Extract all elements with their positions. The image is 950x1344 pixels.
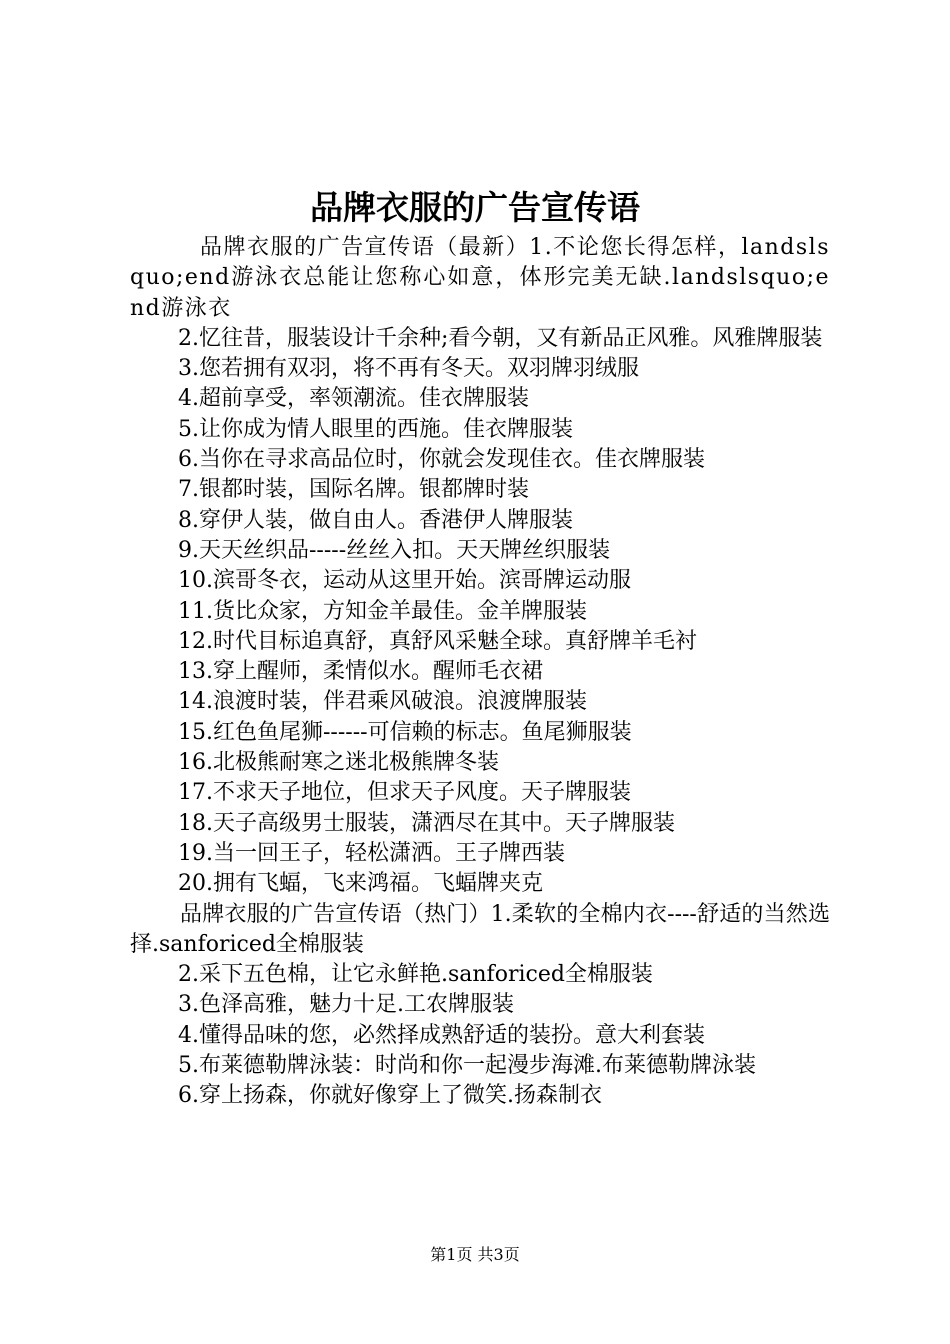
paragraph: 4.懂得品味的您，必然择成熟舒适的装扮。意大利套装 (178, 1022, 705, 1048)
document-body (130, 233, 830, 1112)
paragraph: 品牌衣服的广告宣传语（热门）1.柔软的全棉内衣----舒适的当然选择.sanforiced全棉服装 (130, 901, 830, 957)
paragraph: 14.浪渡时装，伴君乘风破浪。浪渡牌服装 (178, 689, 587, 715)
paragraph: 17.不求天子地位，但求天子风度。天子牌服装 (178, 780, 631, 806)
document-title: 品牌衣服的广告宣传语 (310, 188, 640, 227)
paragraph: 7.银都时装，国际名牌。银都牌时装 (178, 477, 529, 503)
paragraph: 18.天子高级男士服装，潇洒尽在其中。天子牌服装 (178, 810, 675, 836)
paragraph: 6.穿上扬森，你就好像穿上了微笑.扬森制衣 (178, 1083, 602, 1109)
paragraph: 5.让你成为情人眼里的西施。佳衣牌服装 (178, 416, 573, 442)
paragraph: 15.红色鱼尾狮------可信赖的标志。鱼尾狮服装 (178, 719, 632, 745)
paragraph: 8.穿伊人装，做自由人。香港伊人牌服装 (178, 507, 573, 533)
paragraph: 11.货比众家，方知金羊最佳。金羊牌服装 (178, 598, 587, 624)
paragraph: 12.时代目标追真舒，真舒风采魅全球。真舒牌羊毛衬 (178, 628, 697, 654)
paragraph: 16.北极熊耐寒之迷北极熊牌冬装 (178, 750, 499, 776)
paragraph: 10.滨哥冬衣，运动从这里开始。滨哥牌运动服 (178, 568, 631, 594)
page-footer: 第1页 共3页 (430, 1245, 520, 1264)
paragraph: 9.天天丝织品-----丝丝入扣。天天牌丝织服装 (178, 537, 611, 563)
paragraph: 3.您若拥有双羽，将不再有冬天。双羽牌羽绒服 (178, 356, 639, 382)
paragraph: 6.当你在寻求高品位时，你就会发现佳衣。佳衣牌服装 (178, 447, 705, 473)
paragraph: 品牌衣服的广告宣传语（最新）1.不论您长得怎样，landslsquo;end游泳衣总能让您称心如意，体形完美无缺.landslsquo;end游泳衣 (130, 235, 830, 321)
paragraph: 2.忆往昔，服装设计千余种;看今朝，又有新品正风雅。风雅牌服装 (178, 325, 823, 351)
paragraph: 19.当一回王子，轻松潇洒。王子牌西装 (178, 840, 565, 866)
paragraph: 5.布莱德勒牌泳装：时尚和你一起漫步海滩.布莱德勒牌泳装 (178, 1053, 756, 1079)
paragraph: 4.超前享受，率领潮流。佳衣牌服装 (178, 386, 529, 412)
paragraph: 13.穿上醒师，柔情似水。醒师毛衣裙 (178, 659, 543, 685)
paragraph: 20.拥有飞蝠，飞来鸿福。飞蝠牌夹克 (178, 871, 543, 897)
paragraph: 2.采下五色棉，让它永鲜艳.sanforiced全棉服装 (178, 962, 653, 988)
paragraph: 3.色泽高雅，魅力十足.工农牌服装 (178, 992, 514, 1018)
